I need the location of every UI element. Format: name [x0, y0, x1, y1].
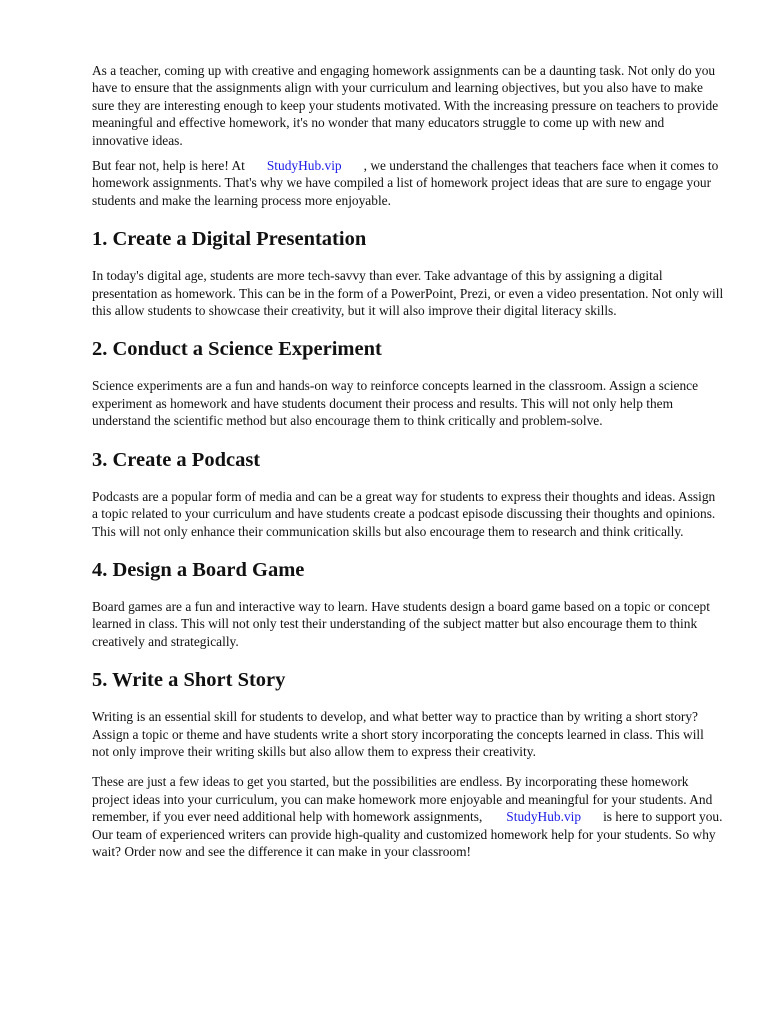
- section-body-4: Board games are a fun and interactive way to learn. Have students design a board game based on a topic or concept learned in class. This will not only test their understanding of the subject matter but also encourage them to think creatively and strategically.: [92, 598, 710, 649]
- section-body-3: Podcasts are a popular form of media and can be a great way for students to express their thoughts and ideas. Assign a topic related to your curriculum and have students create a podcast episode discussing their thoughts and opinions. This will not only enhance their communication skills but also encourage them to research and think critically.: [92, 488, 716, 539]
- intro-paragraph-2: [92, 157, 724, 209]
- closing-text-after: is here to support you. Our team of experienced writers can provide high-quality and customized homework help for your students. So why wait? Order now and see the difference it can make in your classroom!: [92, 809, 723, 859]
- intro-paragraph-2-text-before: But fear not, help is here! At: [92, 158, 245, 174]
- studyhub-link-closing[interactable]: StudyHub.vip: [506, 809, 582, 825]
- section-body-5: Writing is an essential skill for students to develop, and what better way to practice than by writing a short story? Assign a topic or theme and have students write a short story incorporating the concepts learned in class. This will not only improve their writing skills but also allow them to express their creativity.: [92, 709, 704, 759]
- section-heading-4: 4. Design a Board Game: [92, 558, 305, 581]
- section-heading-5: 5. Write a Short Story: [92, 669, 286, 692]
- intro-paragraph-2-text-after: , we understand the challenges that teachers face when it comes to homework assignments. That's why we have compiled a list of homework project ideas that are sure to engage your students and make the learning process more enjoyable.: [92, 158, 719, 208]
- section-body-2: Science experiments are a fun and hands-on way to reinforce concepts learned in the classroom. Assign a science experiment as homework and have students document their process and results. This will not only help them understand the scientific method but also encourage them to think critically and problem-solve.: [92, 378, 699, 429]
- closing-paragraph: [92, 773, 724, 860]
- section-heading-1: 1. Create a Digital Presentation: [92, 228, 367, 251]
- section-body-1: In today's digital age, students are more tech-savvy than ever. Take advantage of this by assigning a digital presentation as homework. This can be in the form of a PowerPoint, Prezi, or even a video presentation. Not only will this allow students to showcase their creativity, but it will also improve their digital literacy skills.: [92, 268, 724, 319]
- studyhub-link[interactable]: StudyHub.vip: [266, 158, 342, 174]
- closing-text-before: These are just a few ideas to get you started, but the possibilities are endless. By incorporating these homework project ideas into your curriculum, you can make homework more enjoyable and meaningful for your students. And remember, if you ever need additional help with homework assignments,: [92, 774, 713, 825]
- section-heading-3: 3. Create a Podcast: [92, 448, 261, 471]
- section-heading-2: 2. Conduct a Science Experiment: [92, 338, 382, 361]
- intro-paragraph-1: As a teacher, coming up with creative and engaging homework assignments can be a daunting task. Not only do you have to ensure that the assignments align with your curriculum and learning objectives, but you also have to make sure they are interesting enough to keep your students motivated. With the increasing pressure on teachers to provide meaningful and effective homework, it's no wonder that many educators struggle to come up with new and innovative ideas.: [92, 63, 719, 148]
